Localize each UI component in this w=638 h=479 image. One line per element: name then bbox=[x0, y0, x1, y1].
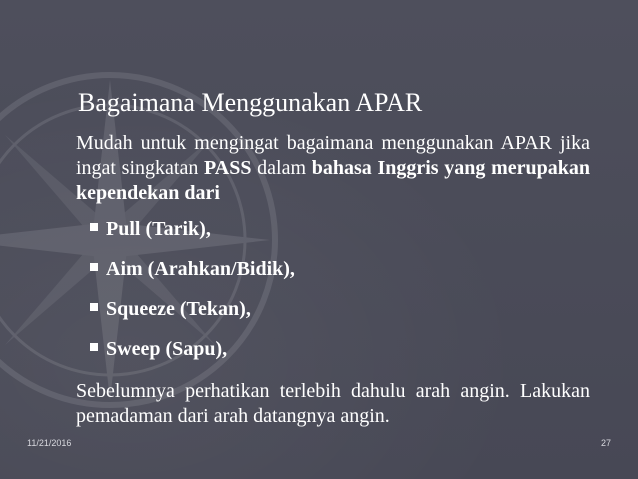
pass-bullet-list bbox=[76, 209, 590, 369]
bullet-label: Pull (Tarik), bbox=[106, 218, 211, 240]
intro-text-pass: PASS bbox=[204, 157, 252, 179]
footer-date: 11/21/2016 bbox=[27, 438, 72, 448]
bullet-item-aim bbox=[90, 249, 590, 289]
square-bullet-icon bbox=[90, 263, 98, 271]
slide-number: 27 bbox=[600, 438, 611, 448]
slide-title: Bagaimana Menggunakan APAR bbox=[78, 88, 423, 117]
intro-text-4: bahasa Inggris yang merupakan kependekan dari bbox=[76, 157, 591, 204]
slide-content bbox=[76, 131, 590, 429]
bullet-label: Sweep (Sapu), bbox=[106, 338, 228, 360]
intro-paragraph bbox=[76, 131, 590, 206]
square-bullet-icon bbox=[90, 223, 98, 231]
bullet-label: Aim (Arahkan/Bidik), bbox=[106, 258, 295, 280]
bullet-item-squeeze bbox=[90, 289, 590, 329]
square-bullet-icon bbox=[90, 343, 98, 351]
closing-paragraph: Sebelumnya perhatikan terlebih dahulu arah angin. Lakukan pemadaman dari arah datangnya angin. bbox=[76, 380, 590, 427]
bullet-item-pull bbox=[90, 209, 590, 249]
intro-text-1: Mudah untuk mengingat bagaimana menggunakan APAR jika ingat singkatan bbox=[76, 132, 590, 179]
bullet-item-sweep bbox=[90, 329, 590, 369]
square-bullet-icon bbox=[90, 303, 98, 311]
bullet-label: Squeeze (Tekan), bbox=[106, 298, 251, 320]
intro-text-3: dalam bbox=[251, 157, 312, 179]
